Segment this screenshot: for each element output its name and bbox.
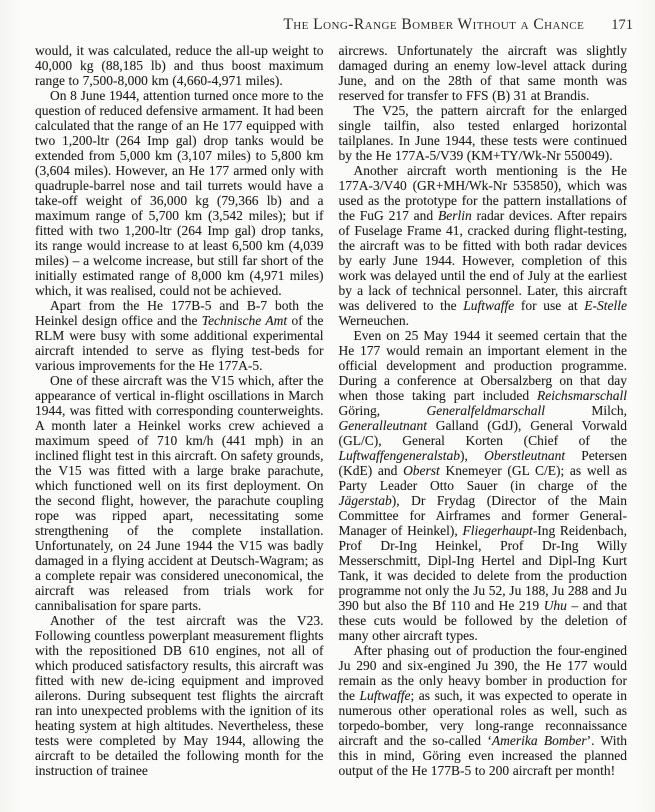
italic-text: Oberstleutnant xyxy=(484,448,566,463)
italic-text: Berlin xyxy=(437,208,472,223)
italic-text: Luftwaffengeneralstab xyxy=(338,448,460,463)
text-segment: Even on 25 May 1944 it seemed certain that the He 177 would remain an important element in the official development and production programme. During a conference at Obersalzberg on that day when those taking part included xyxy=(338,328,627,403)
paragraph xyxy=(339,103,628,163)
text-segment: – and that these cuts would be followed by the deletion of many other aircraft types. xyxy=(338,598,627,643)
paragraph xyxy=(35,43,324,88)
text-segment: Another of the test aircraft was the V23. Following countless powerplant measurement flights with the repositioned DB 610 engines, not all of which produced satisfactory results, this aircraft was fitted with new de-icing equipment and improved ailerons. During subsequent test flights the aircraft ran into unexpected problems with the ignition of its heating system at high altitudes. Nevertheless, these tests were completed by May 1944, allowing the aircraft to be detailed the following month for the instruction of trainee xyxy=(35,613,324,778)
italic-text: Fliegerhaupt xyxy=(462,523,533,538)
italic-text: Generalfeldmarschall xyxy=(426,403,545,418)
text-segment: Another aircraft worth mentioning is the He 177A-3/V40 (GR+MH/Wk-Nr 535850), which was used as the prototype for the pattern installations of the FuG 217 and xyxy=(338,163,627,223)
text-segment: would, it was calculated, reduce the all-up weight to 40,000 kg (88,185 lb) and thus boost maximum range to 7,500-8,000 km (4,660-4,971 miles). xyxy=(35,43,324,88)
italic-text: E-Stelle xyxy=(584,298,628,313)
paragraph xyxy=(339,328,628,643)
text-segment: -Ing Reidenbach, Prof Dr-Ing Heinkel, Prof Dr-Ing Willy Messerschmitt, Dipl-Ing Hertel and Dipl-Ing Kurt Tank, it was decided to delete from the production programme not only the Ju 52, Ju 188, Ju 288 and Ju 390 but also the Bf 110 and He 219 xyxy=(338,523,627,613)
italic-text: Luftwaffe xyxy=(359,688,411,703)
italic-text: Reichsmarschall xyxy=(537,388,627,403)
text-segment: One of these aircraft was the V15 which, after the appearance of vertical in-flight oscillations in March 1944, was fitted with corresponding counterweights. A month later a Heinkel works crew achieved a maximum speed of 710 km/h (441 mph) in an inclined flight test in this aircraft. On safety grounds, the V15 was fitted with a large brake parachute, which functioned well on its first deployment. On the second flight, however, the parachute coupling rope was ripped apart, necessitating some strengthening of the complete installation. Unfortunately, on 24 June 1944 the V15 was badly damaged in a flying accident at Deutsch-Wagram; as a complete repair was considered uneconomical, the aircraft was released from trials work for cannibalisation for spare parts. xyxy=(35,373,324,613)
italic-text: Jägerstab xyxy=(338,493,392,508)
text-segment: Apart from the He 177B-5 and B-7 both the Heinkel design office and the xyxy=(35,298,324,328)
text-segment: ), Dr Frydag (Director of the Main Committee for Airframes and former General-Manager of Heinkel), xyxy=(338,493,627,538)
page-number: 171 xyxy=(611,17,633,33)
paragraph xyxy=(339,643,628,778)
italic-text: Oberst xyxy=(403,463,440,478)
column-left xyxy=(35,43,324,778)
paragraph xyxy=(339,163,628,328)
page-title: The Long-Range Bomber Without a Chance xyxy=(283,16,585,33)
text-segment: for use at xyxy=(514,298,585,313)
paragraph xyxy=(35,613,324,778)
text-segment: of the RLM were busy with some additional experimental aircraft intended to serve as flying test-beds for various improvements for the He 177A-5. xyxy=(35,313,324,373)
italic-text: Generalleutnant xyxy=(338,418,427,433)
italic-text: Amerika Bomber xyxy=(491,733,587,748)
text-segment: ; as such, it was expected to operate in numerous other operational roles as well, such as torpedo-bomber, very long-range reconnaissance aircraft and the so-called ‘ xyxy=(338,688,627,748)
column-right xyxy=(339,43,628,778)
paragraph xyxy=(35,88,324,298)
text-segment: The V25, the pattern aircraft for the enlarged single tailfin, also tested enlarged horizontal tailplanes. In June 1944, these tests were continued by the He 177A-5/V39 (KM+TY/Wk-Nr 550049). xyxy=(338,103,627,163)
text-segment: ’. With this in mind, Göring even increased the planned output of the He 177B-5 to 200 aircraft per month! xyxy=(338,733,627,778)
text-segment: Werneuchen. xyxy=(338,313,409,328)
text-segment: On 8 June 1944, attention turned once more to the question of reduced defensive armament. It had been calculated that the range of an He 177 equipped with two 1,200-ltr (264 Imp gal) drop tanks would be extended from 5,000 km (3,107 miles) to 5,800 km (3,604 miles). However, an He 177 armed only with quadruple-barrel nose and tail turrets would have a take-off weight of 36,000 kg (79,366 lb) and a maximum range of 5,700 km (3,542 miles); but if fitted with two 1,200-ltr (264 Imp gal) drop tanks, its range would increase to at least 6,500 km (4,039 miles) – a welcome increase, but still far short of the initially estimated range of 8,000 km (4,971 miles) which, it was realised, could not be achieved. xyxy=(35,88,324,298)
italic-text: Technische Amt xyxy=(201,313,288,328)
text-segment: Göring, xyxy=(338,403,427,418)
paragraph xyxy=(339,43,628,103)
italic-text: Uhu xyxy=(543,598,567,613)
text-segment: Petersen (KdE) and xyxy=(338,448,628,478)
text-segment: After phasing out of production the four-engined Ju 290 and six-engined Ju 390, the He 177 would remain as the only heavy bomber in production for the xyxy=(338,643,627,703)
paragraph xyxy=(35,373,324,613)
text-segment: ), xyxy=(460,448,485,463)
paragraph xyxy=(35,298,324,373)
text-columns xyxy=(35,43,627,778)
running-head xyxy=(283,16,633,34)
text-segment: Milch, xyxy=(545,403,628,418)
italic-text: Luftwaffe xyxy=(463,298,515,313)
text-segment: Knemeyer (GL C/E); as well as Party Leader Otto Sauer (in charge of the xyxy=(338,463,627,493)
text-segment: radar devices. After repairs of Fuselage Frame 41, cracked during flight-testing, the aircraft was to be fitted with both radar devices by early June 1944. However, completion of this work was delayed until the end of July at the earliest by a lack of technical personnel. Later, this aircraft was delivered to the xyxy=(338,208,627,313)
text-segment: Galland (GdJ), General Vorwald (GL/C), General Korten (Chief of the xyxy=(338,418,627,448)
text-segment: aircrews. Unfortunately the aircraft was slightly damaged during an enemy low-level attack during June, and on the 28th of that same month was reserved for transfer to FFS (B) 31 at Brandis. xyxy=(338,43,627,103)
